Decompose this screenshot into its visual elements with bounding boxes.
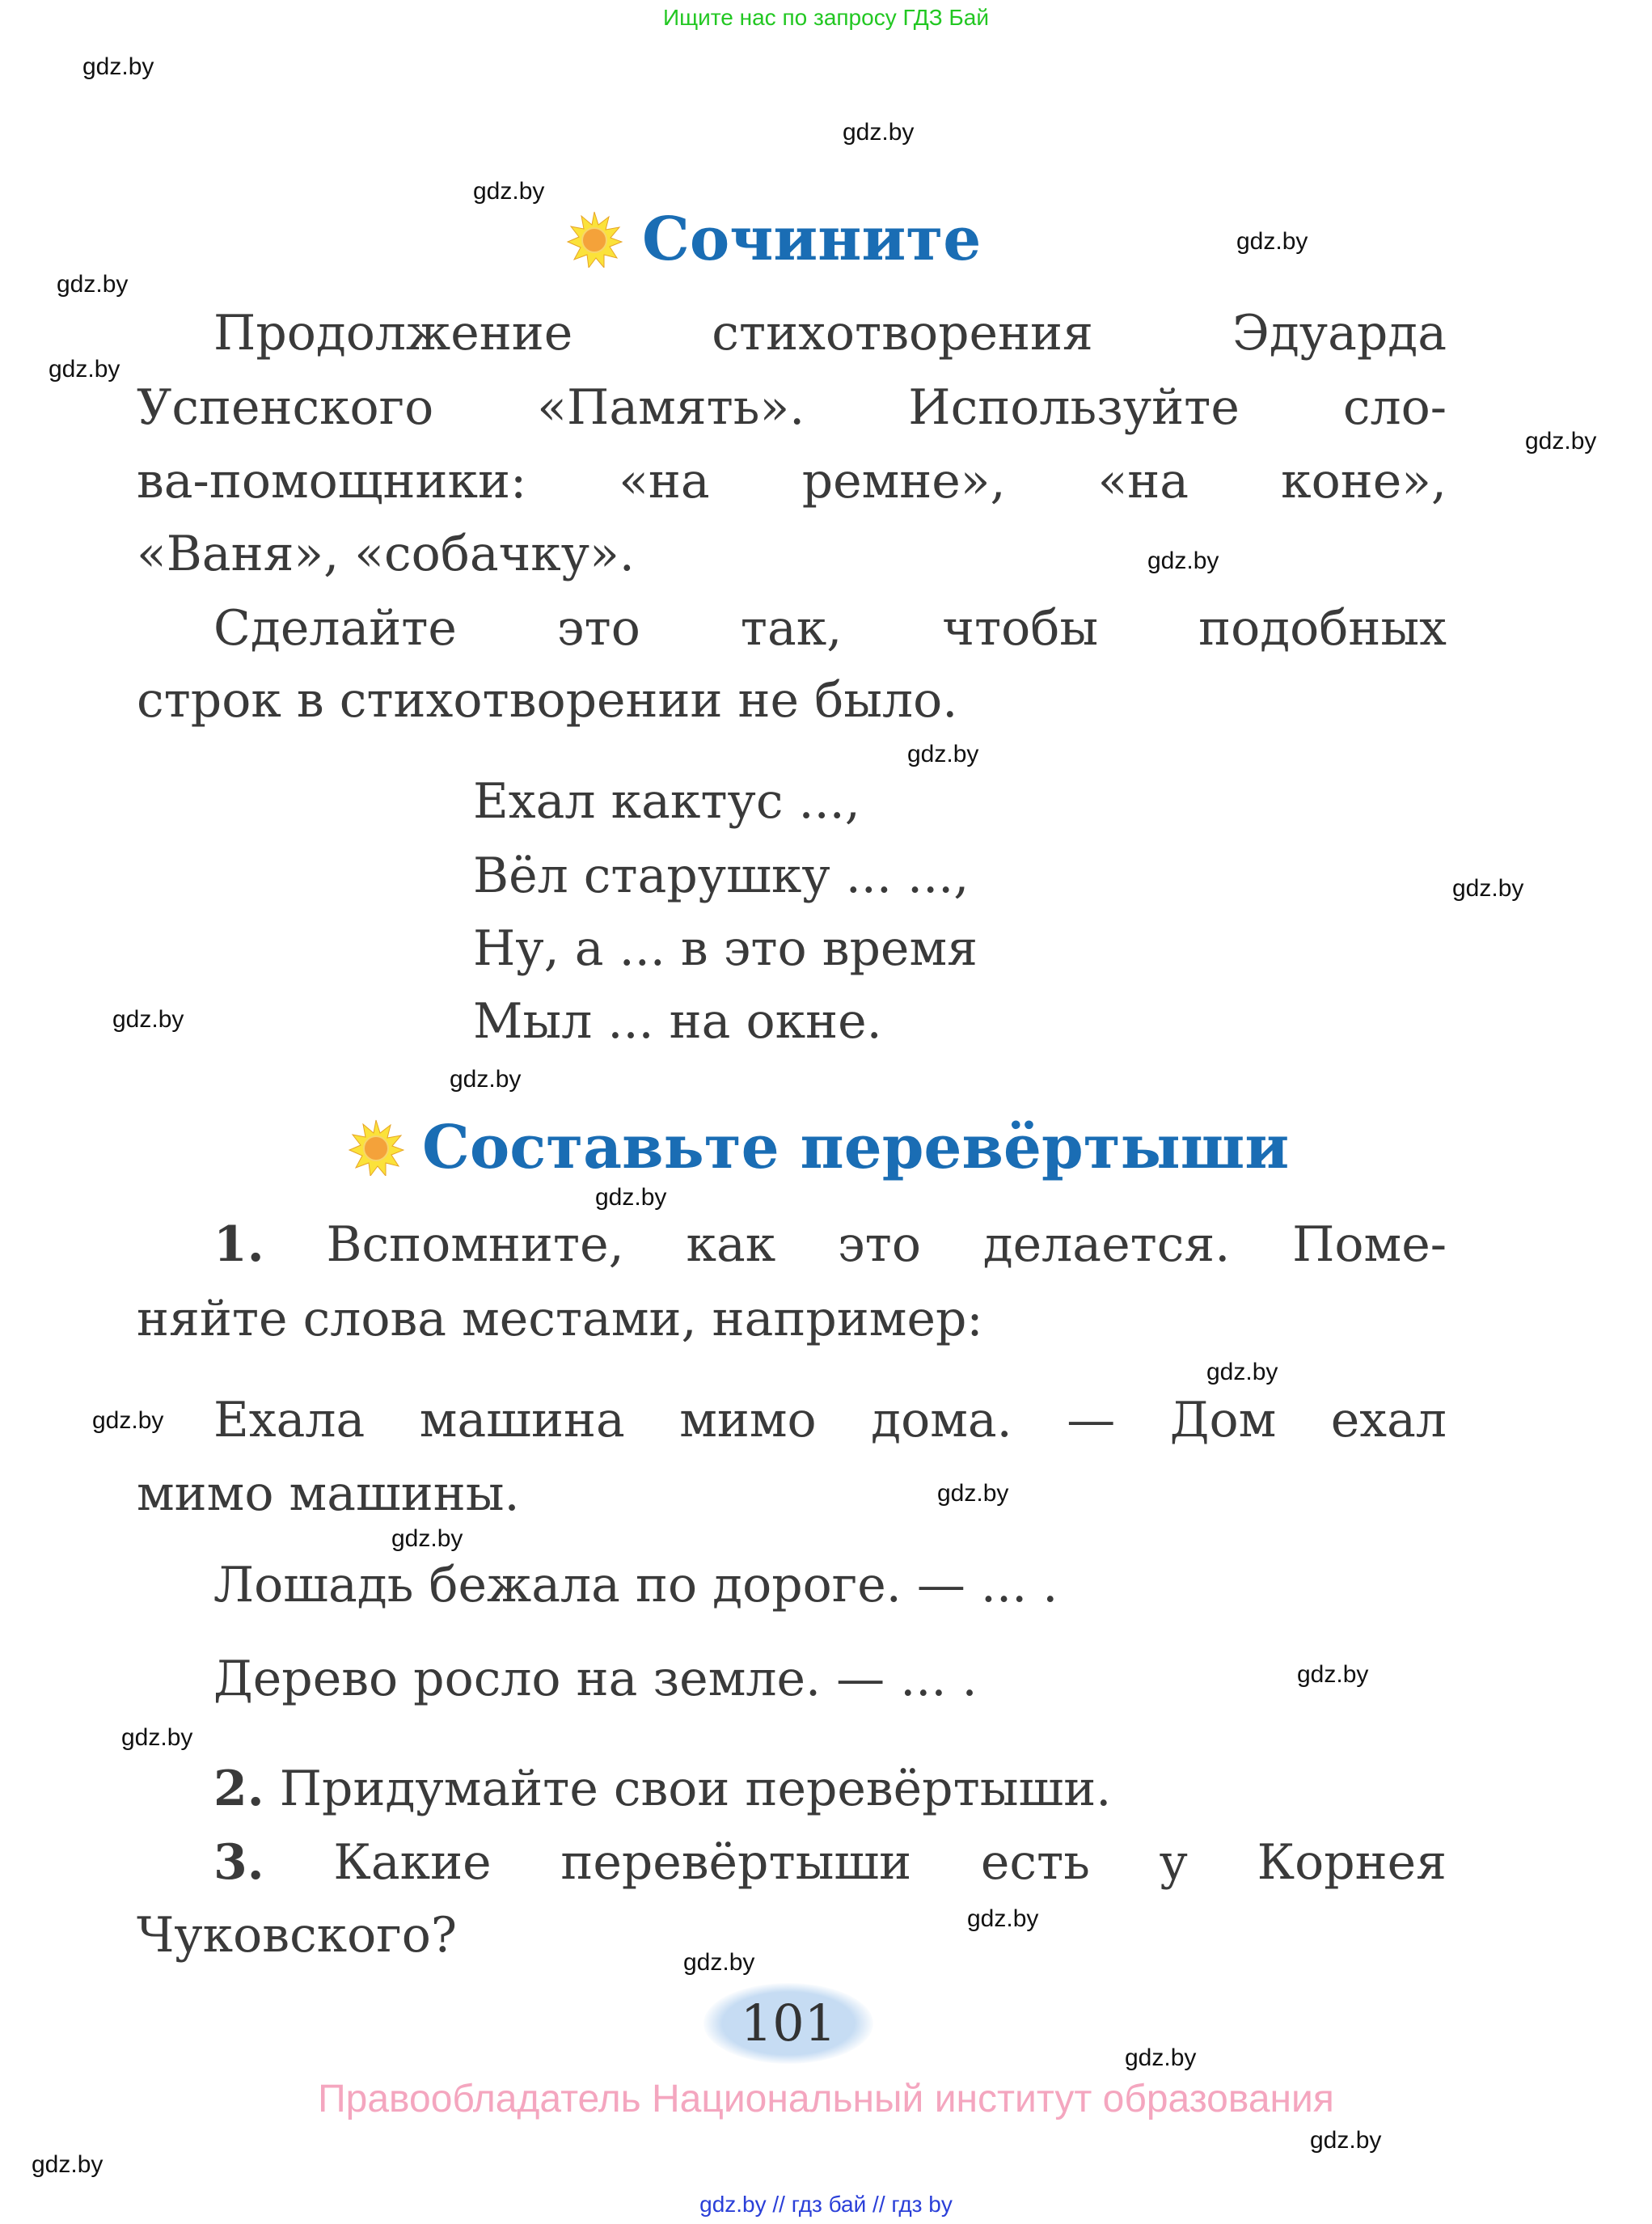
watermark: gdz.by (1236, 228, 1308, 255)
watermark: gdz.by (32, 2151, 104, 2178)
watermark: gdz.by (1297, 1661, 1369, 1688)
text-line: Чуковского? (137, 1907, 458, 1964)
task-number: 1. (213, 1216, 264, 1273)
poem-line: Вёл старушку ... ..., (473, 848, 970, 904)
example-line: Ехала машина мимо дома. — Дом ехал (213, 1392, 1447, 1448)
watermark: gdz.by (391, 1525, 463, 1552)
text-line: няйте слова местами, например: (137, 1291, 983, 1347)
text-line: «Ваня», «собачку». (137, 526, 635, 582)
watermark: gdz.by (1310, 2127, 1382, 2154)
watermark: gdz.by (967, 1905, 1039, 1932)
example-line: мимо машины. (137, 1465, 520, 1522)
watermark: gdz.by (112, 1006, 184, 1033)
text-line: ва-помощники: «на ремне», «на коне», (137, 453, 1447, 509)
task-text: Придумайте свои перевёртыши. (279, 1761, 1112, 1817)
watermark: gdz.by (450, 1066, 522, 1093)
watermark: gdz.by (937, 1480, 1009, 1507)
text-line: Сделайте это так, чтобы подобных (213, 600, 1447, 657)
text-line: строк в стихотворении не было. (137, 672, 958, 729)
poem-line: Ну, а ... в это время (473, 920, 978, 977)
text-line: Успенского «Память». Используйте сло- (137, 379, 1447, 436)
poem-line: Мыл ... на окне. (473, 993, 882, 1050)
page-number: 101 (703, 1983, 873, 2064)
copyright-notice: Правообладатель Национальный институт образования (318, 2078, 1334, 2120)
poem-line: Ехал кактус ..., (473, 773, 860, 830)
watermark: gdz.by (473, 178, 545, 205)
watermark: gdz.by (1125, 2044, 1197, 2071)
task-3 (213, 1833, 1447, 1892)
sun-icon (566, 211, 623, 268)
watermark: gdz.by (1452, 875, 1524, 902)
exercise-line: Лошадь бежала по дороге. — ... . (213, 1557, 1058, 1613)
section-title-reversals: Составьте перевёртыши (422, 1113, 1290, 1182)
watermark: gdz.by (57, 271, 129, 298)
watermark: gdz.by (121, 1724, 193, 1751)
watermark: gdz.by (1206, 1359, 1278, 1385)
task-2 (213, 1760, 1111, 1818)
text-line: Продолжение стихотворения Эдуарда (213, 305, 1447, 362)
watermark: gdz.by (92, 1407, 164, 1434)
watermark: gdz.by (595, 1184, 667, 1211)
task-1 (213, 1216, 1447, 1274)
watermark: gdz.by (683, 1949, 755, 1976)
watermark: gdz.by (49, 356, 120, 383)
section-title-compose: Сочините (642, 205, 982, 274)
task-text: Вспомните, как это делается. Поме- (326, 1216, 1447, 1273)
watermark: gdz.by (1147, 548, 1219, 574)
watermark: gdz.by (843, 119, 915, 146)
watermark: gdz.by (1525, 428, 1597, 455)
task-number: 3. (213, 1834, 264, 1891)
footer-links[interactable]: gdz.by // гдз бай // гдз by (699, 2192, 953, 2217)
top-banner[interactable]: Ищите нас по запросу ГДЗ Бай (662, 5, 990, 30)
task-number: 2. (213, 1761, 264, 1817)
sun-icon (348, 1119, 404, 1176)
task-text: Какие перевёртыши есть у Корнея (333, 1834, 1447, 1891)
watermark: gdz.by (907, 741, 979, 767)
watermark: gdz.by (82, 53, 154, 80)
exercise-line: Дерево росло на земле. — ... . (213, 1651, 978, 1707)
